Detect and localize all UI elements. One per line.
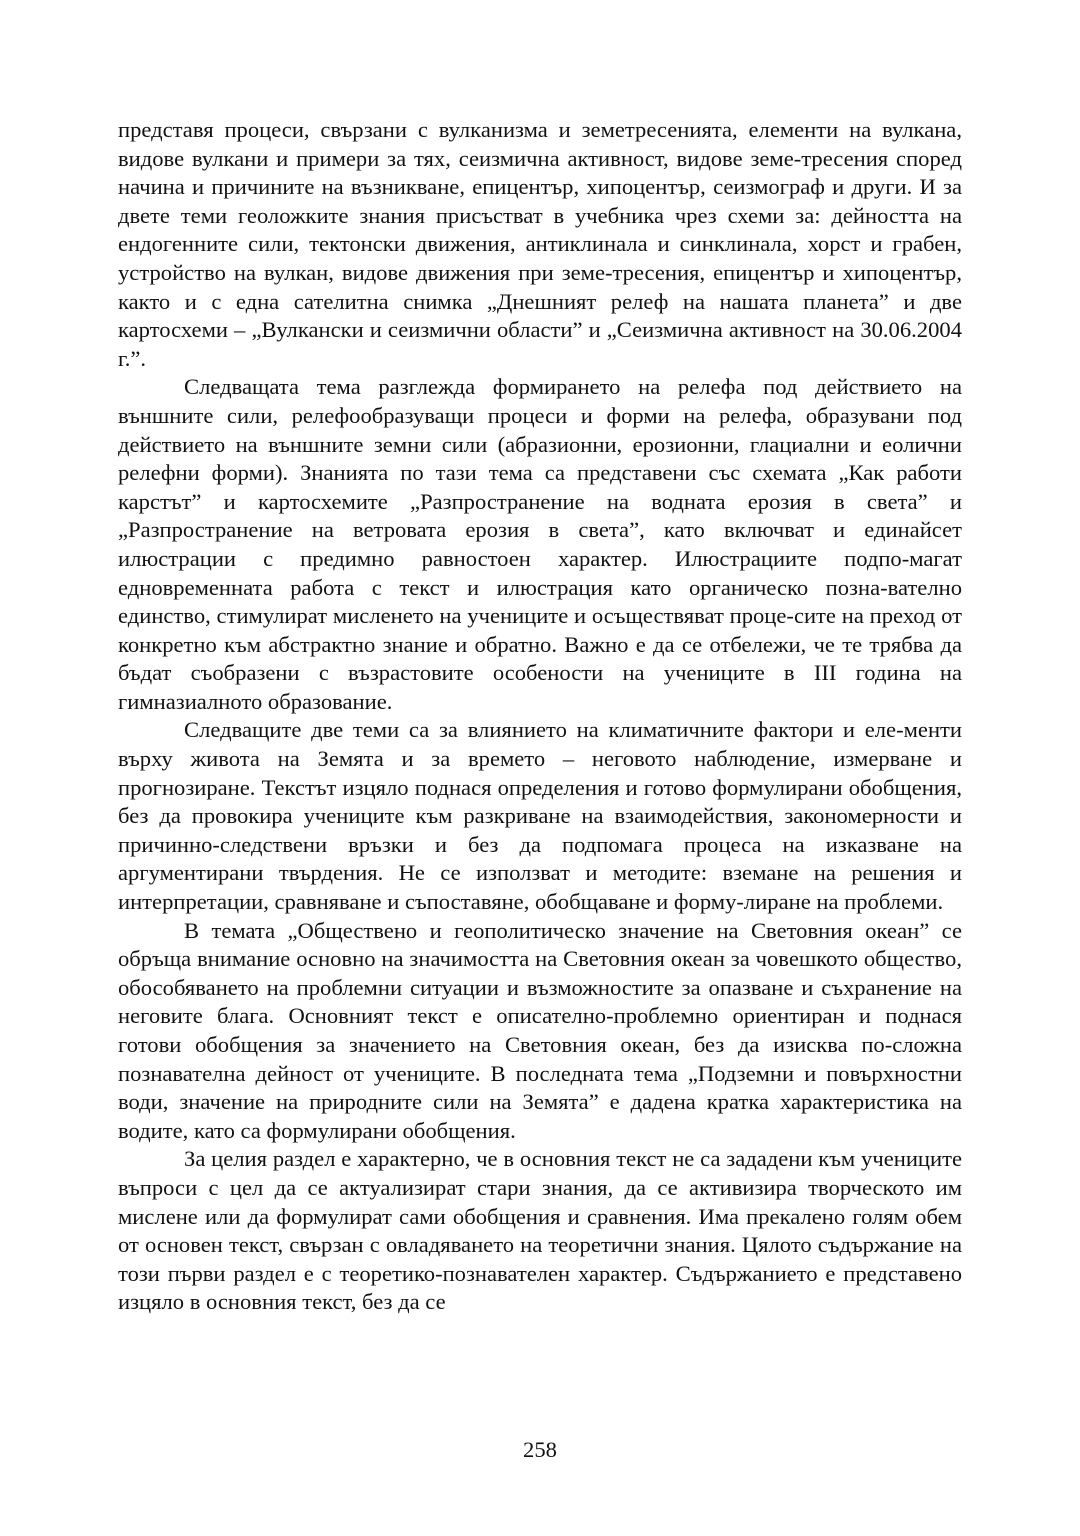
paragraph-4: В темата „Обществено и геополитическо значение на Световния океан” се обръща внимание основно на значимостта на Световния океан за човешкото общество, обособяването на проблемни ситуации и възможностите за опазване и съхранение на неговите блага. Основният текст е описателно-проблемно ориентиран и поднася готови обобщения за значението на Световния океан, без да изисква по-сложна познавателна дейност от учениците. В последната тема „Подземни и повърхностни води, значение на природните сили на Земята” е дадена кратка характеристика на водите, като са формулирани обобщения. [118, 917, 962, 1143]
body-text [118, 116, 962, 1317]
paragraph-2: Следващата тема разглежда формирането на релефа под действието на външните сили, релефообразуващи процеси и форми на релефа, образувани под действието на външните земни сили (абразионни, ерозионни, глациални и еолични релефни форми). Знанията по тази тема са представени със схемата „Как работи карстът” и картосхемите „Разпространение на водната ерозия в света” и „Разпространение на ветровата ерозия в света”, като включват и единайсет илюстрации с предимно равностоен характер. Илюстрациите подпо-магат едновременната работа с текст и илюстрация като органическо позна-вателно единство, стимулират мисленето на учениците и осъществяват проце-сите на преход от конкретно към абстрактно знание и обратно. Важно е да се отбележи, че те трябва да бъдат съобразени с възрастовите особености на учениците в III година на гимназиалното образование. [118, 374, 962, 714]
paragraph-5: За целия раздел е характерно, че в основния текст не са зададени към учениците въпроси с цел да се актуализират стари знания, да се активизира творческото им мислене или да формулират сами обобщения и сравнения. Има прекалено голям обем от основен текст, свързан с овладяването на теоретични знания. Цялото съдържание на този първи раздел е с теоретико-познавателен характер. Съдържанието е представено изцяло в основния текст, без да се [118, 1146, 962, 1315]
paragraph-1: представя процеси, свързани с вулканизма и земетресенията, елементи на вулкана, видове вулкани и примери за тях, сеизмична активност, видове земе-тресения според начина и причините на възникване, епицентър, хипоцентър, сеизмограф и други. И за двете теми геоложките знания присъстват в учебника чрез схеми за: дейността на ендогенните сили, тектонски движения, антиклинала и синклинала, хорст и грабен, устройство на вулкан, видове движения при земе-тресения, епицентър и хипоцентър, както и с една сателитна снимка „Днешният релеф на нашата планета” и две картосхеми – „Вулкански и сеизмични области” и „Сеизмична активност на 30.06.2004 г.”. [118, 117, 962, 371]
paragraph-3: Следващите две теми са за влиянието на климатичните фактори и еле-менти върху живота на Земята и за времето – неговото наблюдение, измерване и прогнозиране. Текстът изцяло поднася определения и готово формулирани обобщения, без да провокира учениците към разкриване на взаимодействия, закономерности и причинно-следствени връзки и без да подпомага процеса на изказване на аргументирани твърдения. Не се използват и методите: вземане на решения и интерпретации, сравняване и съпоставяне, обобщаване и форму-лиране на проблеми. [118, 717, 962, 915]
page-number: 258 [523, 1437, 557, 1462]
